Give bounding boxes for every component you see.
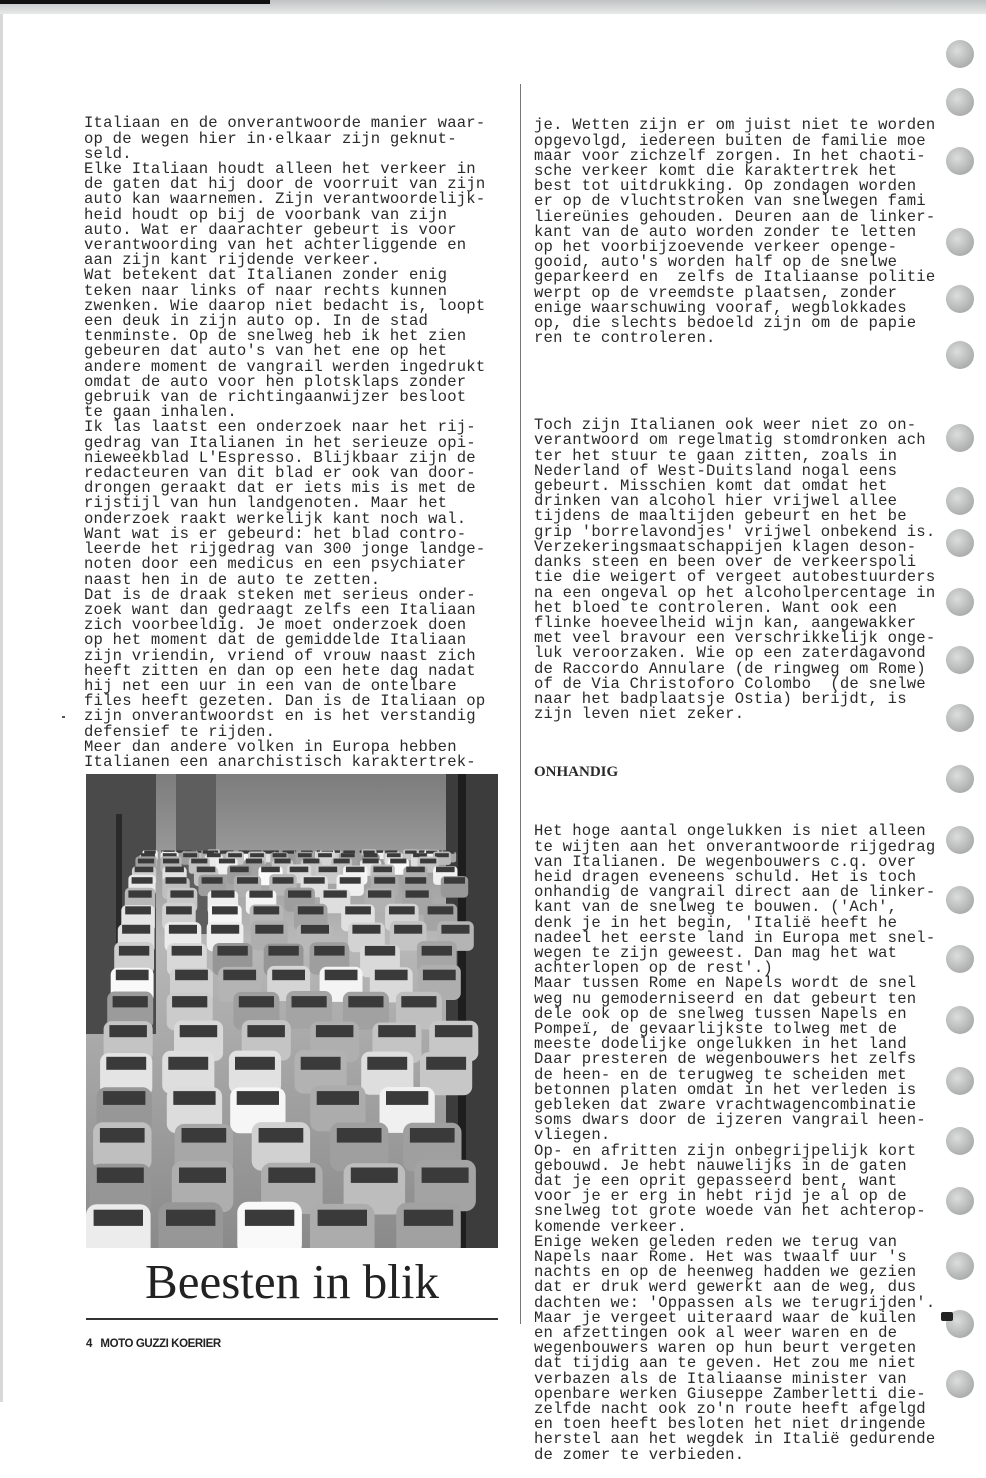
car-window (168, 1057, 208, 1070)
car-window (135, 867, 154, 873)
car-window (179, 1168, 226, 1183)
punch-hole (946, 1370, 974, 1398)
punch-hole (946, 147, 974, 175)
car-window (212, 906, 238, 914)
car-window (363, 859, 379, 864)
car-window (378, 1025, 416, 1037)
car-window (444, 877, 465, 884)
car-window (125, 906, 151, 914)
page-number: 4 (86, 1338, 92, 1350)
car-window (132, 877, 153, 884)
car-window (406, 867, 425, 873)
car-window (364, 853, 378, 857)
car-window (166, 1210, 215, 1226)
car-window (254, 906, 280, 914)
car-window (420, 859, 436, 864)
car-window (368, 890, 391, 897)
car-window (298, 853, 312, 857)
car-window (375, 970, 408, 981)
headline-rule (86, 1318, 498, 1320)
car-window (207, 853, 221, 857)
punch-hole (946, 1067, 974, 1095)
car-window (324, 890, 347, 897)
car-window (316, 1025, 354, 1037)
car-window (122, 925, 150, 934)
car-window (298, 906, 324, 914)
car-window (211, 890, 234, 897)
car-window (435, 1025, 473, 1037)
car-window (103, 1091, 145, 1105)
car-window (97, 1168, 144, 1183)
car-window (373, 867, 392, 873)
car-window (250, 853, 264, 857)
scan-left-edge (0, 14, 3, 1402)
car-window (237, 877, 258, 884)
car-window (273, 853, 287, 857)
traffic-jam-illustration (86, 774, 498, 1248)
car-window (172, 946, 202, 956)
car-window (404, 1210, 453, 1226)
car-window (348, 996, 383, 1007)
car-window (341, 853, 355, 857)
car-window (247, 1025, 285, 1037)
car-window (334, 859, 350, 864)
car-window (406, 890, 429, 897)
car-window (365, 946, 395, 956)
article-left-column (84, 86, 514, 785)
car-window (211, 925, 239, 934)
car-window (436, 867, 455, 873)
car-window (367, 1057, 407, 1070)
car-window (292, 996, 327, 1007)
punch-hole (946, 40, 974, 68)
punch-hole (946, 886, 974, 914)
punch-hole (946, 1127, 974, 1155)
car-window (387, 853, 401, 857)
car-window (166, 877, 187, 884)
car-window (290, 867, 309, 873)
punch-hole (946, 88, 974, 116)
car-window (246, 859, 262, 864)
car-window (170, 890, 193, 897)
car-window (346, 867, 365, 873)
car-window (255, 925, 283, 934)
car-window (230, 867, 249, 873)
punch-hole (946, 945, 974, 973)
car-window (165, 867, 184, 873)
car-window (304, 877, 325, 884)
article-left-text: Italiaan en de onverantwoorde manier waar- op de wegen hier in·elkaar zijn geknut- seld. Elke Italiaan houdt alleen het verkeer in de gaten dat hij door de voorruit van zijn auto kan waarnemen. Zijn verantwoordelijk- heid houdt op bij de voorbank van zijn auto. Wat er daarachter gebeurt is voor verantwoording van het achterliggende en aan zijn kant rijdende verkeer. Wat betekent dat Italianen zonder enig teken naar links of naar rechts kunnen zwenken. Wie daarop niet bedacht is, loopt een deuk in zijn auto op. In de stad tenminste. Op de snelweg heb ik het zien gebeuren dat auto's van het ene op het andere moment de vangrail werden ingedrukt omdat de auto voor hen plotsklaps zonder gebruik van de richtingaanwijzer besloot te gaan inhalen. Ik las laatst een onderzoek naar het rij- gedrag van Italianen in het serieuze opi- nieweekblad L'Espresso. Blijkbaar zijn de redacteuren van dit blad er ook van door- drongen geraakt dat er iets mis is met de rijstijl van hun landgenoten. Maar het onderzoek raakt werkelijk kant noch wal. Want wat is er gebeurd: het blad contro- leerde het rijgedrag van 300 jonge landge- noten door een medicus en een psychiater naast hen in de auto te zetten. Dat is de draak steken met serieus onder- zoek want dan gedraagt zelfs een Italiaan zich voorbeeldig. Je moet onderzoek doen op het moment dat de gemiddelde Italiaan zijn vriendin, vriend of vrouw naast zich heeft zitten en dan op een hete dag nadat hij net een uur in een van de ontelbare files heeft gezeten. Dan is de Italiaan op zijn onverantwoordst en is het verstandig defensief te rijden. Meer dan andere volken in Europa hebben Italianen een anarchistisch karaktertrek- (84, 114, 486, 771)
car-window (288, 890, 311, 897)
punch-hole (946, 487, 974, 515)
punch-hole (946, 1252, 974, 1280)
car-window (259, 1128, 304, 1143)
car-window (237, 1091, 279, 1105)
car-window (319, 867, 338, 873)
car-window (303, 859, 319, 864)
punch-hole (946, 826, 974, 854)
car-window (401, 996, 436, 1007)
scan-top-edge (0, 0, 986, 14)
punch-hole (946, 1006, 974, 1034)
page-footer (86, 1338, 221, 1350)
article-right-text-2: Toch zijn Italianen ook weer niet zo on- verantwoord om regelmatig stomdronken ach ter het stuur te gaan zitten, zoals in Nederland of West-Duitsland nogal eens gebeurt. Misschien komt dat omdat het drinken van alcohol hier vrijwel allee tijdens de maaltijden gebeurt en het be grip 'borrelavondjes' vrijwel onbekend is. Verzekeringsmaatschappijen klagen deson- danks steen en been over de verkeerspoli tie die weigert of vergeet autobestuurders na een ongeval op het alcoholpercentage in het bloed te controleren. Want ook een flinke hoeveelheid wijn kan, aangewakker met veel bravour een verschrikkelijk onge- luk veroorzaken. Wie op een zaterdagavond de Raccordo Annulare (de ringweg om Rome) of de Via Christoforo Colombo (de snelwe naar het badplaatsje Ostia) berijdt, is zijn leven niet zeker. (534, 416, 936, 724)
car-window (183, 853, 197, 857)
car-window (235, 1057, 275, 1070)
car-window (116, 970, 149, 981)
car-window (239, 996, 274, 1007)
car-window (351, 1168, 398, 1183)
punch-hole (946, 424, 974, 452)
scan-speck (62, 716, 65, 718)
car-window (180, 1025, 218, 1037)
car-window (422, 946, 452, 956)
punch-hole (946, 341, 974, 369)
car-window (219, 859, 235, 864)
car-window (337, 1128, 382, 1143)
car-window (410, 1128, 455, 1143)
car-window (389, 906, 415, 914)
punch-hole (946, 529, 974, 557)
car-window (428, 906, 454, 914)
publication-name: MOTO GUZZI KOERIER (100, 1338, 221, 1350)
car-window (100, 1128, 145, 1143)
car-window (217, 946, 247, 956)
article-end-mark (941, 1312, 953, 1321)
car-window (435, 853, 449, 857)
scan-edge-shadow (0, 0, 270, 4)
car-window (340, 877, 361, 884)
car-window (386, 1091, 428, 1105)
car-window (352, 925, 380, 934)
car-window (345, 906, 371, 914)
car-window (426, 1057, 466, 1070)
car-window (317, 1091, 359, 1105)
article-right-column (534, 88, 964, 1478)
car-window (119, 946, 149, 956)
punch-hole (946, 228, 974, 256)
car-window (228, 853, 242, 857)
punch-hole (946, 285, 974, 313)
car-window (223, 970, 256, 981)
car-window (318, 853, 332, 857)
article-right-text-3: Het hoge aantal ongelukken is niet alleen te wijten aan het onverantwoorde rijgedrag van Italianen. De wegenbouwers c.q. over heid dragen eveneens schuld. Het is toch onhandig de vangrail direct aan de linker- kant van de snelweg te bouwen. ('Ach', denk je in het begin, 'Italië heeft he nadeel het eerste land in Europa met snel- wegen te zijn geweest. Dan mag het wat achterlopen op de rest'.) Maar tussen Rome en Napels wordt de snel weg nu gemoderniseerd en dat gebeurt ten dele ook op de snelweg tussen Napels en Pompeï, de gevaarlijkste tolweg met de meeste dodelijke ongelukken in het land Daar presteren de wegenbouwers het zelfs de heen- en de terugweg te scheiden met betonnen platen omdat in het verleden is gebleken dat zware vrachtwagencombinatie soms dwars door de ijzeren vangrail heen- vliegen. Op- en afritten zijn onbegrijpelijk kort gebouwd. Je hebt nauwelijks in de gaten dat je een oprit gepasseerd bent, want voor je er erg in hebt rijd je al op de snelweg tot grote woede van het achterop- komende verkeer. Enige weken geleden reden we terug van Napels naar Rome. Het was twaalf uur 's nachts en op de heenweg hadden we gezien dat er druk werd gewerkt aan de weg, dus dachten we: 'Oppassen als we terugrijden'. Maar je vergeet uiteraard waar de kuilen en afzettingen ook al weer waren en de wegenbouwers waren op hun beurt vergeten dat tijdig aan te geven. Het zou me niet verbazen als de Italiaanse minister van openbare werken Giuseppe Zamberletti die- zelfde nacht ook zo'n route heeft afgelgd en toen heeft besloten het niet dringende herstel aan het wegdek in Italië gedurende de zomer te verbieden. (534, 822, 936, 1464)
car-window (249, 890, 272, 897)
car-window (423, 970, 456, 981)
punch-hole (946, 646, 974, 674)
cars-group (86, 849, 478, 1248)
car-window (301, 925, 329, 934)
car-window (166, 906, 192, 914)
car-window (441, 925, 469, 934)
car-window (274, 859, 290, 864)
car-window (182, 1128, 227, 1143)
punch-hole (946, 704, 974, 732)
car-window (301, 1057, 341, 1070)
car-window (172, 996, 207, 1007)
car-window (261, 867, 280, 873)
car-window (374, 877, 395, 884)
car-window (163, 859, 179, 864)
headline: Beesten in blik (145, 1254, 439, 1309)
car-window (128, 890, 151, 897)
car-window (109, 1025, 146, 1037)
car-window (197, 867, 216, 873)
car-window (318, 1210, 367, 1226)
car-window (106, 1057, 146, 1070)
car-window (169, 925, 197, 934)
column-divider (520, 84, 521, 1324)
subheading: ONHANDIG (534, 763, 619, 780)
car-window (268, 1168, 315, 1183)
car-window (94, 1210, 143, 1226)
car-window (202, 877, 223, 884)
car-window (191, 859, 207, 864)
car-window (273, 877, 294, 884)
punch-hole (946, 588, 974, 616)
car-window (268, 946, 298, 956)
car-window (390, 859, 406, 864)
car-window (405, 877, 426, 884)
car-window (325, 970, 358, 981)
car-window (138, 859, 154, 864)
punch-hole (946, 765, 974, 793)
paragraph-gap (534, 377, 964, 388)
car-window (175, 970, 208, 981)
punch-hole (946, 1187, 974, 1215)
car-window (314, 946, 344, 956)
car-window (422, 1168, 469, 1183)
article-right-text-1: je. Wetten zijn er om juist niet te worden opgevolgd, iedereen buiten de familie moe maar voor zichzelf zorgen. In het chaoti- sche verkeer komt die karaktertrek het best tot uitdrukking. Op zondagen worden er op de vluchtstroken van snelwegen fami liereünies gehouden. Deuren aan de linker- kant van de auto worden zonder te letten op het voorbijzoevende verkeer openge- gooid, auto's worden half op de snelwe geparkeerd en zelfs de Italiaanse politie werpt op de vreemdste plaatsen, zonder enige waarschuwing vooraf, wegblokkades op, die slechts bedoeld zijn om de papie ren te controleren. (534, 116, 936, 348)
car-window (113, 996, 148, 1007)
car-window (394, 925, 422, 934)
car-window (173, 1091, 215, 1105)
traffic-jam-photo (86, 774, 498, 1248)
car-window (272, 970, 305, 981)
car-window (245, 1210, 294, 1226)
